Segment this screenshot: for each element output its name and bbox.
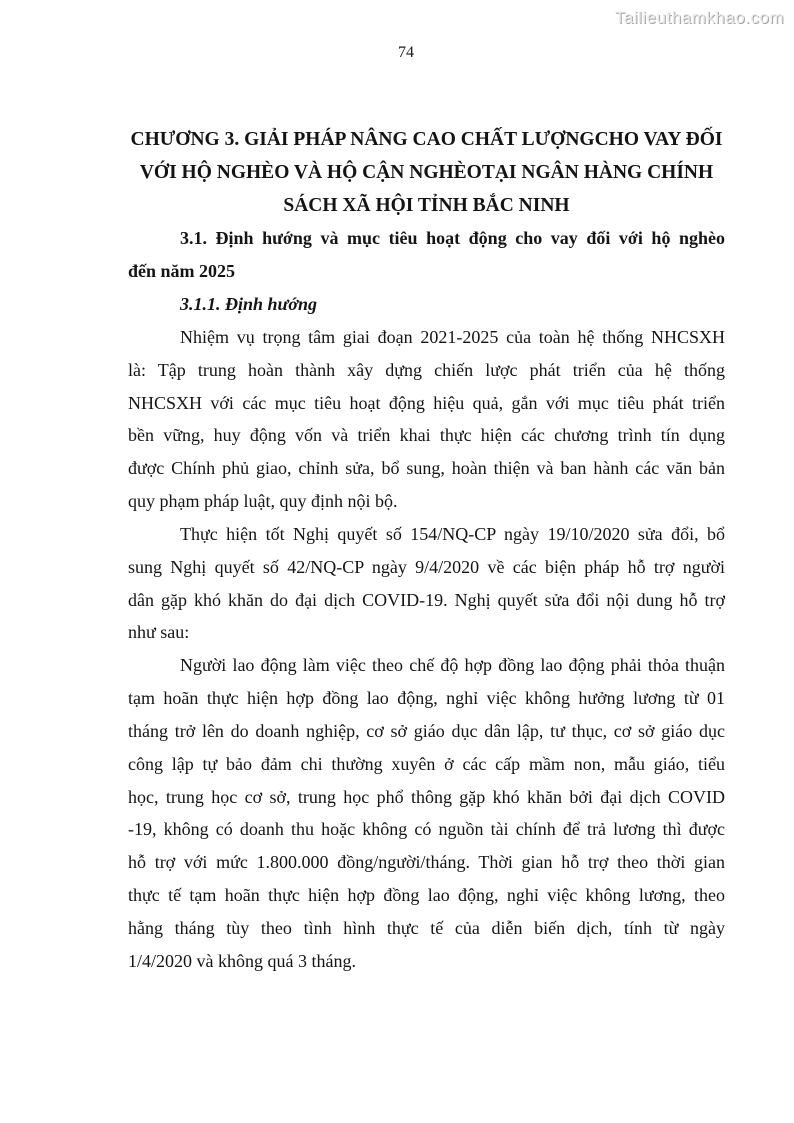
page-number: 74 (398, 44, 414, 61)
subsection-heading-3-1-1: 3.1.1. Định hướng (180, 294, 317, 315)
chapter-heading-line: SÁCH XÃ HỘI TỈNH BẮC NINH (283, 194, 570, 216)
chapter-heading-line: CHƯƠNG 3. GIẢI PHÁP NÂNG CAO CHẤT LƯỢNGCHO VAY ĐỐI (130, 129, 723, 150)
watermark-tailieuthamkhao: Tailieuthamkhao.com (614, 8, 784, 27)
paragraph-line: tháng trở lên do doanh nghiệp, cơ sở giáo dục dân lập, tư thục, cơ sở giáo dục (128, 720, 725, 741)
section-heading-3-1 (128, 222, 725, 288)
paragraph-line: Thực hiện tốt Nghị quyết số 154/NQ-CP ngày 19/10/2020 sửa đổi, bổ (180, 523, 725, 544)
paragraph-line: như sau: (128, 622, 190, 643)
paragraph-line: học, trung học cơ sở, trung học phổ thông gặp khó khăn bởi đại dịch COVID (128, 786, 725, 807)
paragraph-line: hằng tháng tùy theo tình hình thực tế của diễn biến dịch, tính từ ngày (128, 917, 725, 938)
section-heading-line: 3.1. Định hướng và mục tiêu hoạt động cho vay đối với hộ nghèo (180, 228, 725, 249)
section-heading-line: đến năm 2025 (128, 261, 236, 282)
paragraph (128, 321, 725, 518)
paragraph-line: hỗ trợ với mức 1.800.000 đồng/người/tháng. Thời gian hỗ trợ theo thời gian (128, 852, 725, 873)
page-content (128, 124, 725, 978)
paragraph-line: -19, không có doanh thu hoặc không có nguồn tài chính để trả lương thì được (128, 819, 725, 840)
paragraph-line: quy phạm pháp luật, quy định nội bộ. (128, 491, 398, 512)
paragraph-line: Nhiệm vụ trọng tâm giai đoạn 2021-2025 của toàn hệ thống NHCSXH (180, 326, 725, 347)
paragraph-line: 1/4/2020 và không quá 3 tháng. (128, 950, 356, 971)
paragraph-line: được Chính phủ giao, chỉnh sửa, bổ sung, hoàn thiện và ban hành các văn bản (128, 458, 725, 479)
paragraph-line: Người lao động làm việc theo chế độ hợp đồng lao động phải thỏa thuận (180, 655, 725, 676)
paragraph-line: tạm hoãn thực hiện hợp đồng lao động, nghỉ việc không hưởng lương từ 01 (128, 688, 725, 709)
paragraph-line: bền vững, huy động vốn và triển khai thực hiện các chương trình tín dụng (128, 425, 725, 446)
paragraph-line: NHCSXH với các mục tiêu hoạt động hiệu quả, gắn với mục tiêu phát triển (128, 392, 725, 413)
paragraph-line: dân gặp khó khăn do đại dịch COVID-19. Nghị quyết sửa đổi nội dung hỗ trợ (128, 589, 725, 610)
paragraph-line: công lập tự bảo đảm chi thường xuyên ở các cấp mầm non, mẫu giáo, tiểu (128, 753, 725, 774)
paragraph-line: là: Tập trung hoàn thành xây dựng chiến lược phát triển của hệ thống (128, 359, 725, 380)
paragraph-line: thực tế tạm hoãn thực hiện hợp đồng lao động, nghỉ việc không lương, theo (128, 885, 725, 906)
chapter-heading-line: VỚI HỘ NGHÈO VÀ HỘ CẬN NGHÈOTẠI NGÂN HÀNG CHÍNH (139, 161, 714, 183)
paragraph-line: sung Nghị quyết số 42/NQ-CP ngày 9/4/2020 về các biện pháp hỗ trợ người (128, 556, 725, 577)
paragraph (128, 518, 725, 649)
paragraph (128, 649, 725, 977)
chapter-heading (128, 124, 725, 222)
